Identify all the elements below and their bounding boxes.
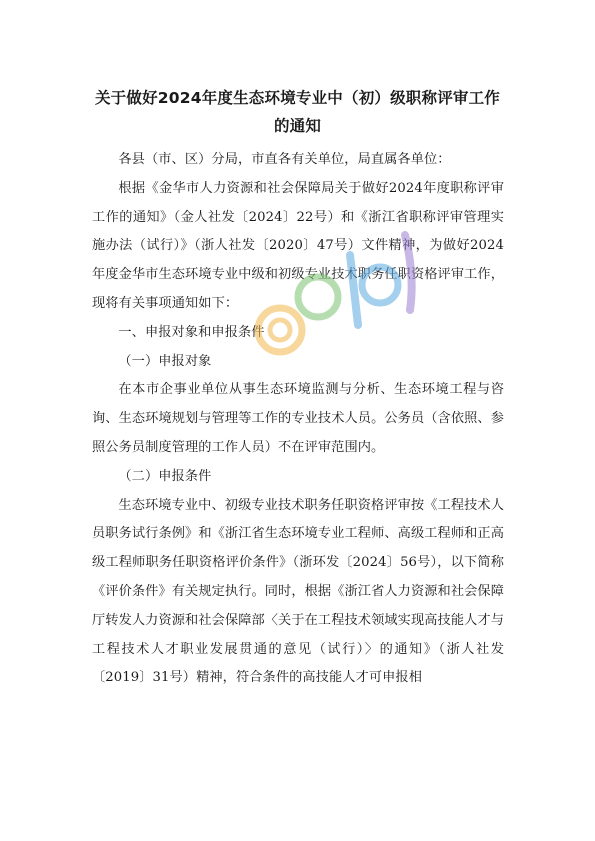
- salutation: 各县（市、区）分局，市直各有关单位，局直属各单位：: [118, 152, 451, 167]
- heading-applicants: （一）申报对象: [118, 353, 212, 369]
- heading-section-1: 一、申报对象和申报条件: [118, 324, 265, 340]
- document-body: [92, 146, 504, 693]
- paragraph-applicants: 在本市企事业单位从事生态环境监测与分析、生态环境工程与咨询、生态环境规划与管理等工作的专业技术人员。公务员（含依照、参照公务员制度管理的工作人员）不在评审范围内。: [92, 382, 504, 455]
- document-title: [85, 84, 510, 140]
- paragraph-conditions: 生态环境专业中、初级专业技术职务任职资格评审按《工程技术人员职务试行条例》和《浙江省生态环境专业工程师、高级工程师和正高级工程师职务任职资格评价条件》（浙环发〔2024〕56号），以下简称《评价条件》有关规定执行。同时，根据《浙江省人力资源和社会保障厅转发人力资源和社会保障部〈关于在工程技术领域实现高技能人才与工程技术人才职业发展贯通的意见（试行）〉的通知》（浙人社发〔2019〕31号）精神，符合条件的高技能人才可申报相: [92, 497, 504, 686]
- title-line-2: 的通知: [273, 117, 322, 135]
- title-line-1: 关于做好2024年度生态环境专业中（初）级职称评审工作: [94, 89, 501, 107]
- heading-conditions: （二）申报条件: [118, 468, 212, 484]
- paragraph-basis: 根据《金华市人力资源和社会保障局关于做好2024年度职称评审工作的通知》（金人社发〔2024〕22号）和《浙江省职称评审管理实施办法（试行）》（浙人社发〔2020〕47号）文件精神，为做好2024年度金华市生态环境专业中级和初级专业技术职务任职资格评审工作，现将有关事项通知如下：: [92, 180, 504, 311]
